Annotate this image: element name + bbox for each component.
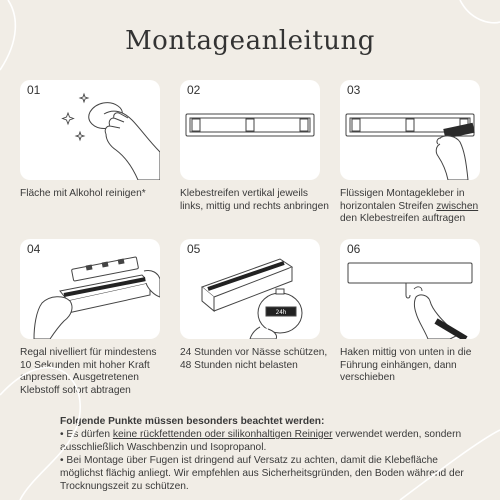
shelf-rail-icon [340, 80, 480, 180]
step-card-05 [180, 239, 320, 339]
step-number: 04 [27, 242, 41, 256]
step-caption-03: Flüssigen Montagekleber in horizontalen Streifen zwischen den Klebestreifen auftragen [340, 188, 479, 224]
notes-section [60, 415, 480, 493]
spirit-level-icon [20, 239, 160, 339]
note-item-2: • Bei Montage über Fugen ist dringend auf Versatz zu achten, damit die Klebefläche möglichst flächig anliegt. Wir empfehlen aus Sicherheitsgründen, den Boden während der Trocknungszeit zu schützen. [60, 455, 464, 492]
sparkle-icon [63, 94, 89, 140]
step-caption-01: Fläche mit Alkohol reinigen* [20, 188, 146, 199]
step-caption-05: 24 Stunden vor Nässe schützen, 48 Stunden nicht belasten [180, 347, 328, 371]
step-number: 03 [347, 83, 361, 97]
note-item-1: • Es dürfen keine rückfettenden oder silikonhaltigen Reiniger verwendet werden, sondern ausschließlich Waschbenzin und Isopropanol. [60, 429, 462, 453]
notes-heading: Folgende Punkte müssen besonders beachtet werden: [60, 416, 325, 427]
step-card-06 [340, 239, 480, 339]
step-number: 06 [347, 242, 361, 256]
step-number: 01 [27, 83, 41, 97]
step-card-03 [340, 80, 480, 180]
step-number: 05 [187, 242, 201, 256]
step-caption-02: Klebestreifen vertikal jeweils links, mittig und rechts anbringen [180, 188, 329, 212]
hand-cloth-icon [20, 80, 160, 180]
svg-text:24h: 24h [275, 309, 287, 316]
step-number: 02 [187, 83, 201, 97]
step-caption-06: Haken mittig von unten in die Führung einhängen, dann verschieben [340, 347, 472, 383]
stopwatch-icon [180, 239, 320, 339]
page-title: Montageanleitung [125, 26, 375, 56]
step-card-02 [180, 80, 320, 180]
shelf-rail-icon [180, 80, 320, 180]
step-caption-04: Regal nivelliert für mindestens 10 Sekunden mit hoher Kraft anpressen. Ausgetretenen Klebstoff sofort abtragen [20, 347, 157, 396]
step-card-01 [20, 80, 160, 180]
hand-icon [436, 136, 468, 180]
hook-icon [340, 239, 480, 339]
step-card-04 [20, 239, 160, 339]
